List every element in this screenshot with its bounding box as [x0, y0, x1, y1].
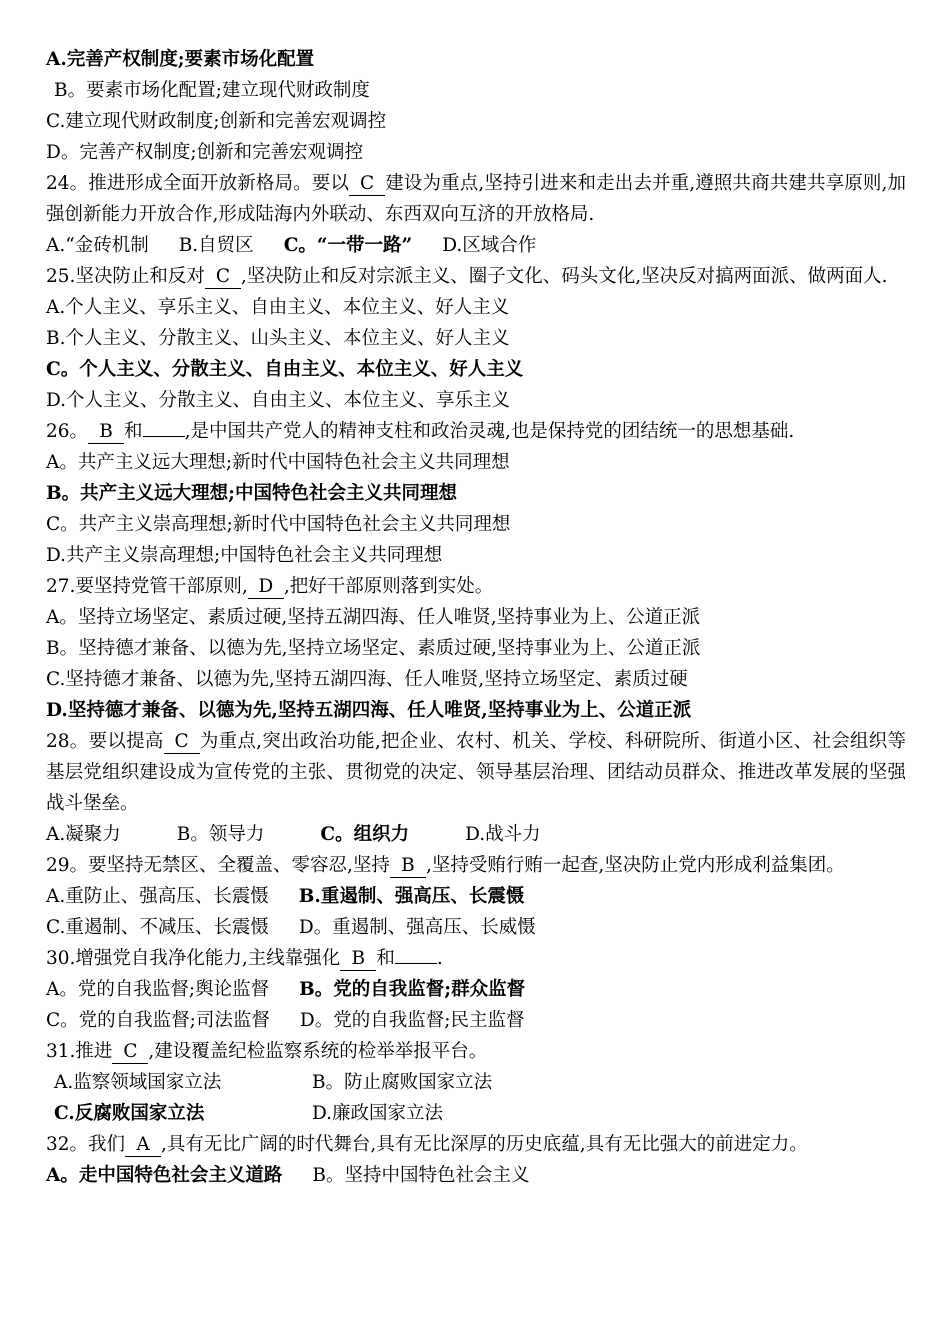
q27-stem-pre: 27.要坚持党管干部原则, [46, 576, 248, 597]
q28-stem-post: 为重点,突出政治功能,把企业、农村、机关、学校、科研院所、街道小区、社会组织等基层党组织建设成为宣传党的主张、贯彻党的决定、领导基层治理、团结动员群众、推进改革发展的坚强战斗堡垒。 [46, 731, 907, 814]
q30-answer-blank: B [340, 948, 376, 971]
q28-options [46, 819, 906, 850]
q29-options-cd [46, 912, 906, 943]
q27-question [46, 571, 906, 602]
q29-option-c: C.重遏制、不减压、长震慑 [46, 917, 269, 938]
q26-stem-mid: 和 [124, 421, 143, 442]
q30-option-d: D。党的自我监督;民主监督 [299, 1010, 525, 1031]
q30-options-ab [46, 974, 906, 1005]
q31-option-c: C.反腐败国家立法 [54, 1103, 205, 1124]
q28-question [46, 726, 906, 819]
q26-question [46, 416, 906, 447]
q30-options-cd [46, 1005, 906, 1036]
q24-option-d: D.区域合作 [442, 235, 537, 256]
q24-option-a: A.“金砖机制 [46, 235, 149, 256]
q24-options [46, 230, 906, 261]
q25-question [46, 261, 906, 292]
q25-option-c: C。个人主义、分散主义、自由主义、本位主义、好人主义 [46, 359, 524, 380]
q24-option-b: B.自贸区 [178, 235, 254, 256]
q30-option-b: B。党的自我监督;群众监督 [299, 979, 526, 1000]
q29-stem-pre: 29。要坚持无禁区、全覆盖、零容忍,坚持 [46, 855, 390, 876]
q29-question [46, 850, 906, 881]
q30-question [46, 943, 906, 974]
q32-option-a: A。走中国特色社会主义道路 [46, 1165, 283, 1186]
q23-option-d: D。完善产权制度;创新和完善宏观调控 [46, 142, 364, 163]
q29-options-ab [46, 881, 906, 912]
q30-stem-post: . [436, 948, 443, 969]
q28-option-b: B。领导力 [176, 824, 265, 845]
q26-second-blank [143, 436, 185, 437]
q31-answer-blank: C [112, 1041, 148, 1064]
q28-stem-pre: 28。要以提高 [46, 731, 164, 752]
q31-option-d: D.廉政国家立法 [312, 1103, 444, 1124]
q30-option-a: A。党的自我监督;舆论监督 [46, 979, 270, 1000]
q26-option-c: C。共产主义崇高理想;新时代中国特色社会主义共同理想 [46, 514, 511, 535]
q31-options-ab [46, 1067, 906, 1098]
q26-stem-pre: 26。 [46, 421, 89, 442]
q29-stem-post: ,坚持受贿行贿一起查,坚决防止党内形成利益集团。 [425, 855, 845, 876]
q26-answer-blank: B [88, 421, 124, 444]
q29-option-d: D。重遏制、强高压、长威慑 [298, 917, 536, 938]
q27-answer-blank: D [248, 576, 284, 599]
q23-option-c: C.建立现代财政制度;创新和完善宏观调控 [46, 111, 387, 132]
q28-option-a: A.凝聚力 [46, 824, 121, 845]
q32-question [46, 1129, 906, 1160]
q27-stem-post: ,把好干部原则落到实处。 [283, 576, 494, 597]
q27-option-c: C.坚持德才兼备、以德为先,坚持五湖四海、任人唯贤,坚持立场坚定、素质过硬 [46, 669, 688, 690]
q29-option-b: B.重遏制、强高压、长震慑 [298, 886, 525, 907]
q26-option-b: B。共产主义远大理想;中国特色社会主义共同理想 [46, 483, 457, 504]
q31-option-b: B。防止腐败国家立法 [312, 1072, 493, 1093]
q30-stem-pre: 30.增强党自我净化能力,主线靠强化 [46, 948, 341, 969]
q25-option-d: D.个人主义、分散主义、自由主义、本位主义、享乐主义 [46, 390, 511, 411]
q25-option-a: A.个人主义、享乐主义、自由主义、本位主义、好人主义 [46, 297, 510, 318]
q24-question [46, 168, 906, 230]
q24-stem-post: 建设为重点,坚持引进来和走出去并重,遵照共商共建共享原则,加强创新能力开放合作,形成陆海内外联动、东西双向互济的开放格局. [46, 173, 906, 225]
q26-option-d: D.共产主义崇高理想;中国特色社会主义共同理想 [46, 545, 443, 566]
q23-option-b: B。要素市场化配置;建立现代财政制度 [54, 80, 370, 101]
q25-answer-blank: C [205, 266, 241, 289]
q30-stem-mid: 和 [376, 948, 395, 969]
q27-option-a: A。坚持立场坚定、素质过硬,坚持五湖四海、任人唯贤,坚持事业为上、公道正派 [46, 607, 701, 628]
q24-stem-pre: 24。推进形成全面开放新格局。要以 [46, 173, 350, 194]
q25-stem-pre: 25.坚决防止和反对 [46, 266, 205, 287]
q28-option-d: D.战斗力 [465, 824, 541, 845]
q26-option-a: A。共产主义远大理想;新时代中国特色社会主义共同理想 [46, 452, 510, 473]
q30-second-blank [395, 963, 437, 964]
q32-option-b: B。坚持中国特色社会主义 [312, 1165, 530, 1186]
q24-option-c: C。“一带一路” [283, 235, 413, 256]
q27-option-d: D.坚持德才兼备、以德为先,坚持五湖四海、任人唯贤,坚持事业为上、公道正派 [46, 700, 692, 721]
q29-answer-blank: B [390, 855, 426, 878]
q25-stem-post: ,坚决防止和反对宗派主义、圈子文化、码头文化,坚决反对搞两面派、做两面人. [240, 266, 888, 287]
q32-answer-blank: A [125, 1134, 161, 1157]
q23-option-a: A.完善产权制度;要素市场化配置 [46, 49, 315, 70]
q28-answer-blank: C [164, 731, 200, 754]
q24-answer-blank: C [349, 173, 385, 196]
q31-option-a: A.监察领域国家立法 [54, 1072, 222, 1093]
q32-stem-post: ,具有无比广阔的时代舞台,具有无比深厚的历史底蕴,具有无比强大的前进定力。 [161, 1134, 808, 1155]
q31-options-cd [46, 1098, 906, 1129]
q27-option-b: B。坚持德才兼备、以德为先,坚持立场坚定、素质过硬,坚持事业为上、公道正派 [46, 638, 701, 659]
q31-stem-post: ,建设覆盖纪检监察系统的检举举报平台。 [148, 1041, 488, 1062]
q28-option-c: C。组织力 [320, 824, 410, 845]
q30-option-c: C。党的自我监督;司法监督 [46, 1010, 270, 1031]
q31-stem-pre: 31.推进 [46, 1041, 113, 1062]
q32-stem-pre: 32。我们 [46, 1134, 126, 1155]
q32-options [46, 1160, 906, 1191]
q31-question [46, 1036, 906, 1067]
q29-option-a: A.重防止、强高压、长震慑 [46, 886, 269, 907]
q25-option-b: B.个人主义、分散主义、山头主义、本位主义、好人主义 [46, 328, 510, 349]
q26-stem-post: ,是中国共产党人的精神支柱和政治灵魂,也是保持党的团结统一的思想基础. [184, 421, 795, 442]
